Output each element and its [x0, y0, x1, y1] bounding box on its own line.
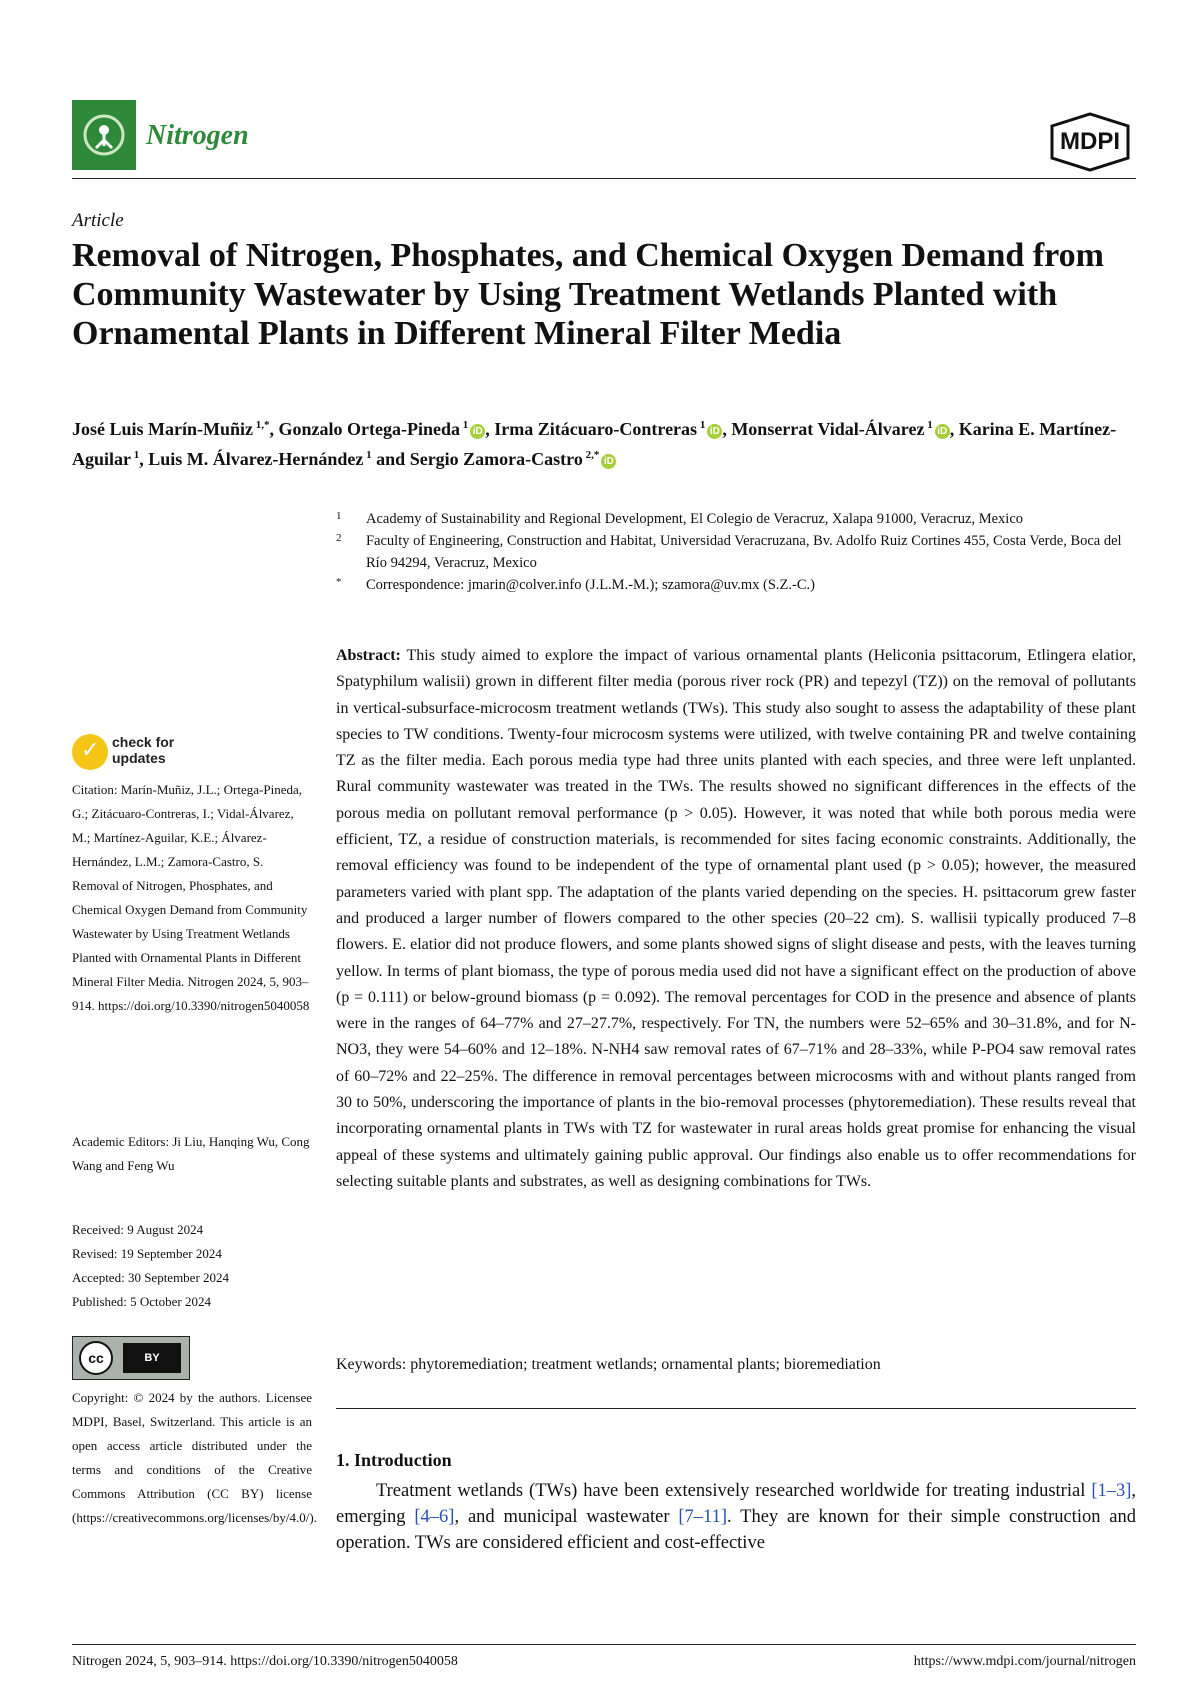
footer-journal-link[interactable]: https://www.mdpi.com/journal/nitrogen [913, 1654, 1136, 1669]
author-name: José Luis Marín-Muñiz [72, 419, 254, 439]
cc-icon: cc [79, 1341, 113, 1375]
journal-name: Nitrogen [146, 120, 249, 151]
mdpi-logo-text: MDPI [1060, 128, 1120, 155]
intro-text-4: , and municipal wastewater [454, 1507, 670, 1527]
affiliation-text: Faculty of Engineering, Construction and Habitat, Universidad Veracruzana, Bv. Adolfo Ruiz Cortines 455, Costa Verde, Boca del Río 94294, Veracruz, Mexico [366, 533, 1122, 571]
section-heading-introduction: 1. Introduction [336, 1450, 452, 1470]
affiliations [336, 508, 1136, 596]
header-divider [72, 178, 1136, 179]
article-type: Article [72, 210, 124, 231]
date-line: Accepted: 30 September 2024 [72, 1270, 230, 1285]
author-affiliation-mark: 1,* [253, 419, 270, 431]
author-affiliation-mark: 1 [363, 449, 372, 461]
intro-text-3: , emerging [336, 1481, 1137, 1527]
abstract-label: Abstract: [336, 647, 401, 664]
author-name: Gonzalo Ortega-Pineda [278, 419, 460, 439]
check-updates-label: check for updates [112, 734, 175, 766]
cc-by-license-badge[interactable] [72, 1336, 190, 1380]
reference-link[interactable]: [4–6] [414, 1507, 455, 1527]
abstract-text: This study aimed to explore the impact of various ornamental plants (Heliconia psittacorum, Etlingera elatior, Spatyphilum walisii) grown in different filter media (porous river rock (PR) and tepezyl (TZ)) on the removal of pollutants in vertical-subsurface-microcosm treatment wetlands (TWs). This study also sought to assess the adaptability of these plant species to TW conditions. Twenty-four microcosm systems were utilized, with twelve containing PR and twelve containing TZ as the filter media. Each porous media type had three units planted with each species, and three were left unplanted. Rural community wastewater was treated in the TWs. The results showed no significant differences in the effects of the porous media on pollutant removal performance (p > 0.05). However, it was noted that while both porous media were efficient, TZ, a residue of construction materials, is recommended for sites facing economic constraints. Additionally, the removal efficiency was found to be independent of the type of ornamental plant used (p > 0.05); however, the measured parameters varied with plant spp. The adaptation of the plants varied depending on the species. H. psittacorum grew faster and produced a larger number of flowers compared to the other species (20–22 cm). S. wallisii typically produced 7–8 flowers. E. elatior did not produce flowers, and some plants showed signs of slight disease and pests, with the leaves turning yellow. In terms of plant biomass, the type of porous media used did not have a significant effect on the production of above (p = 0.111) or below-ground biomass (p = 0.092). The removal percentages for COD in the presence and absence of plants were in the ranges of 64–77% and 27–27.7%, respectively. For TN, the numbers were 52–65% and 30–31.8%, and for N-NO3, they were 54–60% and 12–18%. N-NH4 saw removal rates of 67–71% and 28–33%, while P-PO4 saw removal rates of 60–72% and 22–25%. The difference in removal percentages between microcosms with and without plants ranged from 30 to 50%, underscoring the importance of plants in the bio-removal processes (phytoremediation). These results reveal that incorporating ornamental plants in TWs with TZ for wastewater in rural areas holds great promise for enhancing the visual appeal of these systems and ultimately gaining public approval. Our findings also enable us to offer recommendations for selecting suitable plants and substrates, as well as designing combinations for TWs. [336, 647, 1136, 1190]
orcid-icon[interactable]: iD [707, 424, 722, 439]
author-list [72, 412, 1136, 472]
abstract [336, 643, 1136, 1195]
intro-text-5: . They are known for their simple construction and operation. TWs are considered efficient and cost-effective [336, 1507, 1137, 1553]
article-title: Removal of Nitrogen, Phosphates, and Chemical Oxygen Demand from Community Wastewater by Using Treatment Wetlands Planted with Ornamental Plants in Different Mineral Filter Media [72, 237, 1104, 352]
affiliation-mark: 1 [336, 510, 342, 522]
keywords-divider [336, 1408, 1136, 1409]
citation-block: Citation: Marín-Muñiz, J.L.; Ortega-Pineda, G.; Zitácuaro-Contreras, I.; Vidal-Álvarez, M.; Martínez-Aguilar, K.E.; Álvarez-Hernández, L.M.; Zamora-Castro, S. Removal of Nitrogen, Phosphates, and Chemical Oxygen Demand from Community Wastewater by Using Treatment Wetlands Planted with Ornamental Plants in Different Mineral Filter Media. Nitrogen 2024, 5, 903–914. https://doi.org/10.3390/nitrogen5040058 [72, 782, 310, 1013]
intro-text-1: Treatment wetlands (TWs) have been extensively researched worldwide for treating [376, 1481, 1010, 1501]
author-separator: and [371, 449, 410, 469]
author-name: Karina E. Martínez-Aguilar [72, 419, 1117, 469]
affiliation-item [336, 574, 1136, 596]
affiliation-mark: 2 [336, 532, 342, 544]
author-name: Irma Zitácuaro-Contreras [494, 419, 698, 439]
author-affiliation-mark: 1 [460, 419, 469, 431]
journal-logo [72, 100, 136, 170]
by-icon: BY [123, 1343, 181, 1373]
author-separator: , [269, 419, 279, 439]
affiliation-item [336, 508, 1136, 530]
introduction-paragraph [336, 1478, 1136, 1556]
author-separator: , [139, 449, 149, 469]
footer-citation: Nitrogen 2024, 5, 903–914. https://doi.org/10.3390/nitrogen5040058 [72, 1654, 458, 1669]
intro-text-2: industrial [1015, 1481, 1086, 1501]
date-line: Received: 9 August 2024 [72, 1222, 204, 1237]
affiliation-mark: * [336, 576, 342, 588]
date-line: Published: 5 October 2024 [72, 1294, 212, 1309]
nitrogen-logo-icon [72, 100, 136, 170]
affiliation-text: Academy of Sustainability and Regional Development, El Colegio de Veracruz, Xalapa 91000, Veracruz, Mexico [366, 511, 1024, 527]
author-name: Luis M. Álvarez-Hernández [148, 449, 364, 469]
date-line: Revised: 19 September 2024 [72, 1246, 222, 1261]
orcid-icon[interactable]: iD [470, 424, 485, 439]
checkmark-icon: ✓ [81, 738, 100, 763]
author-affiliation-mark: 2,* [582, 449, 600, 461]
author-name: Monserrat Vidal-Álvarez [731, 419, 925, 439]
author-affiliation-mark: 1 [131, 449, 140, 461]
keywords [336, 1354, 1136, 1376]
affiliation-item [336, 530, 1136, 574]
keywords-label: Keywords: [336, 1356, 407, 1373]
orcid-icon[interactable]: iD [935, 424, 950, 439]
footer-divider [72, 1644, 1136, 1645]
keywords-text: phytoremediation; treatment wetlands; ornamental plants; bioremediation [410, 1356, 881, 1373]
check-for-updates-badge[interactable] [72, 732, 182, 772]
author-separator: , [485, 419, 495, 439]
reference-link[interactable]: [7–11] [678, 1507, 728, 1527]
mdpi-logo [1044, 112, 1136, 172]
copyright-notice: Copyright: © 2024 by the authors. Licensee MDPI, Basel, Switzerland. This article is an open access article distributed under the terms and conditions of the Creative Commons Attribution (CC BY) license (https://creativecommons.org/licenses/by/4.0/). [72, 1390, 317, 1525]
publication-dates [72, 1218, 312, 1314]
author-affiliation-mark: 1 [924, 419, 933, 431]
author-name: Sergio Zamora-Castro [409, 449, 583, 469]
orcid-icon[interactable]: iD [601, 454, 616, 469]
academic-editors: Academic Editors: Ji Liu, Hanqing Wu, Cong Wang and Feng Wu [72, 1134, 310, 1173]
author-affiliation-mark: 1 [697, 419, 706, 431]
affiliation-text: Correspondence: jmarin@colver.info (J.L.M.-M.); szamora@uv.mx (S.Z.-C.) [366, 577, 815, 593]
author-separator: , [949, 419, 959, 439]
author-separator: , [722, 419, 732, 439]
reference-link[interactable]: [1–3] [1091, 1481, 1132, 1501]
